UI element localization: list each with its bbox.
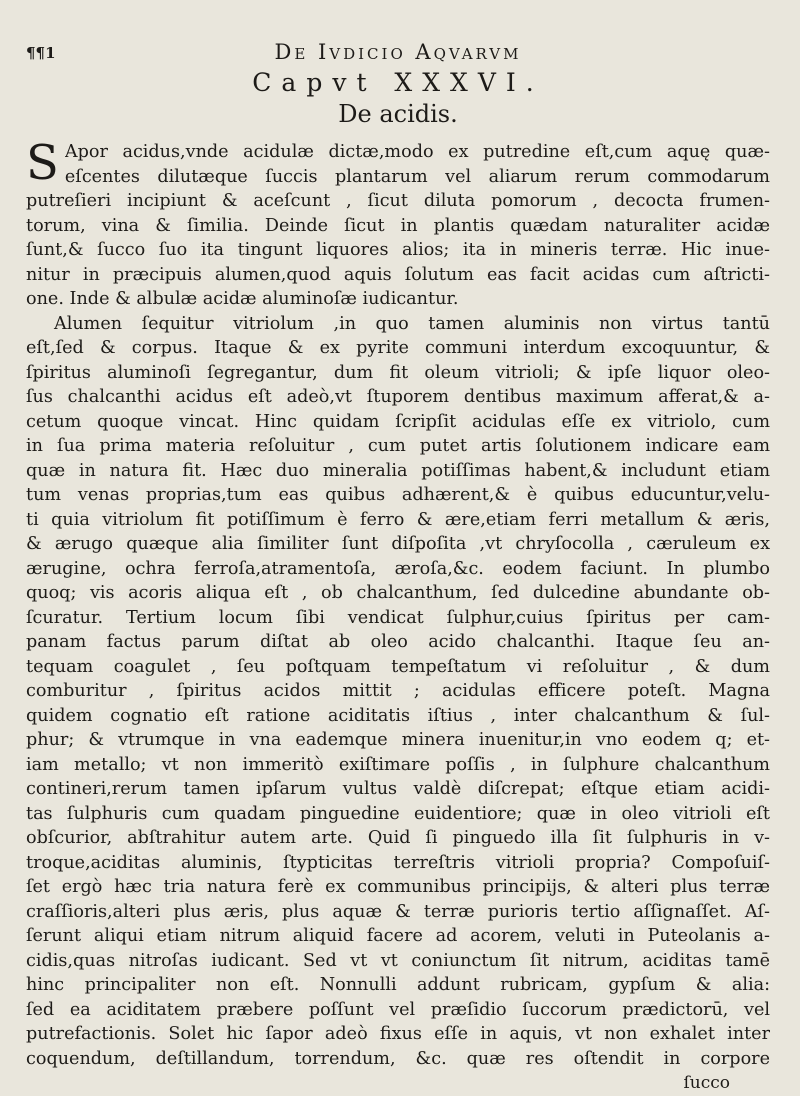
text-line: ſerunt aliqui etiam nitrum aliquid facere ad acorem, veluti in Puteolanis a- <box>26 926 770 946</box>
section-subtitle: De acidis. <box>338 100 458 128</box>
text-line: in ſua prima materia reſoluitur , cum putet artis ſolutionem indicare eam <box>26 436 770 456</box>
text-line: comburitur , ſpiritus acidos mittit ; acidulas efficere poteſt. Magna <box>26 681 770 701</box>
text-line: coquendum, deſtillandum, torrendum, &c. quæ res oſtendit in corpore <box>26 1048 770 1069</box>
text-line: iam metallo; vt non immeritò exiſtimare poſſis , in ſulphure chalcanthum <box>26 754 770 775</box>
text-line: obſcurior, abſtrahitur autem arte. Quid ſi pinguedo illa ſit ſulphuris in v- <box>26 828 770 848</box>
text-line: cidis,quas nitroſas iudicant. Sed vt vt coniunctum ſit nitrum, aciditas tamē <box>26 950 770 971</box>
text-line: putrefactionis. Solet hic ſapor adeò fixus eſſe in aquis, vt non exhalet inter <box>26 1024 770 1044</box>
text-line: tas ſulphuris cum quadam pinguedine euidentiore; quæ in oleo vitrioli eſt <box>26 803 770 824</box>
folio-number: ¶¶1 <box>26 44 56 62</box>
text-line: eſt,ſed & corpus. Itaque & ex pyrite communi interdum excoquuntur, & <box>26 338 770 358</box>
text-line: & ærugo quæque alia ſimiliter ſunt diſpoſita ,vt chryſocolla , cæruleum ex <box>26 534 770 554</box>
text-line: tum venas proprias,tum eas quibus adhærent,& è quibus educuntur,velu- <box>26 485 770 505</box>
drop-capital: S <box>26 135 59 191</box>
text-line: phur; & vtrumque in vna eademque minera inuenitur,in vno eodem q; et- <box>26 730 770 750</box>
text-line: quæ in natura fit. Hæc duo mineralia potiſſimas habent,& includunt etiam <box>26 460 770 481</box>
text-line: ſus chalcanthi acidus eſt adeò,vt ſtuporem dentibus maximum afferat,& a- <box>26 387 770 407</box>
text-line: hinc principaliter non eſt. Nonnulli addunt rubricam, gypſum & alia: <box>26 975 770 995</box>
text-line: craſſioris,alteri plus æris, plus aquæ & terræ purioris tertio aſſignaſſet. Aſ- <box>26 901 770 922</box>
chapter-heading: Capvt XXXVI. <box>252 68 544 97</box>
body-text <box>26 135 770 1096</box>
text-line: ærugine, ochra ferroſa,atramentoſa, æroſa,&c. eodem faciunt. In plumbo <box>26 558 770 579</box>
text-line: torum, vina & ſimilia. Deinde ſicut in plantis quædam naturaliter acidæ <box>26 215 770 236</box>
text-line: ſpiritus aluminoſi ſegregantur, dum fit oleum vitrioli; & ipſe liquor oleo- <box>26 362 770 383</box>
text-line: troque,aciditas aluminis, ſtypticitas terreſtris vitrioli propria? Compoſuiſ- <box>26 852 770 873</box>
text-line: Alumen ſequitur vitriolum ,in quo tamen aluminis non virtus tantū <box>54 313 770 334</box>
text-line: tequam coagulet , ſeu poſtquam tempeſtatum vi reſoluitur , & dum <box>26 656 770 677</box>
text-line: panam factus parum diſtat ab oleo acido chalcanthi. Itaque ſeu an- <box>26 632 770 652</box>
text-line: quoq; vis acoris aliqua eſt , ob chalcanthum, ſed dulcedine abundante ob- <box>26 583 770 603</box>
text-line: ſcuratur. Tertium locum ſibi vendicat ſulphur,cuius ſpiritus per cam- <box>26 607 770 628</box>
text-line: putreſieri incipiunt & aceſcunt , ſicut diluta pomorum , decocta frumen- <box>26 191 770 211</box>
text-line: Apor acidus,vnde acidulæ dictæ,modo ex putredine eſt,cum aquę quæ- <box>64 142 770 162</box>
text-line: ſet ergò hæc tria natura ferè ex communibus principijs, & alteri plus terræ <box>26 877 770 897</box>
text-line: nitur in præcipuis alumen,quod aquis ſolutum eas facit acidas cum aſtricti- <box>26 264 770 285</box>
text-line: ſunt,& ſucco ſuo ita tingunt liquores alios; ita in mineris terræ. Hic inue- <box>26 240 770 260</box>
text-line: quidem cognatio eſt ratione aciditatis iſtius , inter chalcanthum & ſul- <box>26 705 770 726</box>
text-line: cetum quoque vincat. Hinc quidam ſcripſit acidulas eſſe ex vitriolo, cum <box>26 411 770 432</box>
text-line: ti quia vitriolum fit potiſſimum è ferro & ære,etiam ferri metallum & æris, <box>26 509 770 530</box>
text-line: eſcentes dilutæque ſuccis plantarum vel aliarum rerum commodarum <box>64 166 770 187</box>
text-line: ſed ea aciditatem præbere poſſunt vel præſidio ſuccorum prædictorū, vel <box>26 999 770 1020</box>
catchword: ſucco <box>683 1073 730 1093</box>
text-line: one. Inde & albulæ acidæ aluminoſæ iudicantur. <box>26 289 459 309</box>
running-title: De Ivdicio Aqvarvm <box>274 40 522 64</box>
running-head <box>26 40 770 66</box>
text-line: contineri,rerum tamen ipſarum vultus valdè diſcrepat; eſtque etiam acidi- <box>26 779 770 799</box>
